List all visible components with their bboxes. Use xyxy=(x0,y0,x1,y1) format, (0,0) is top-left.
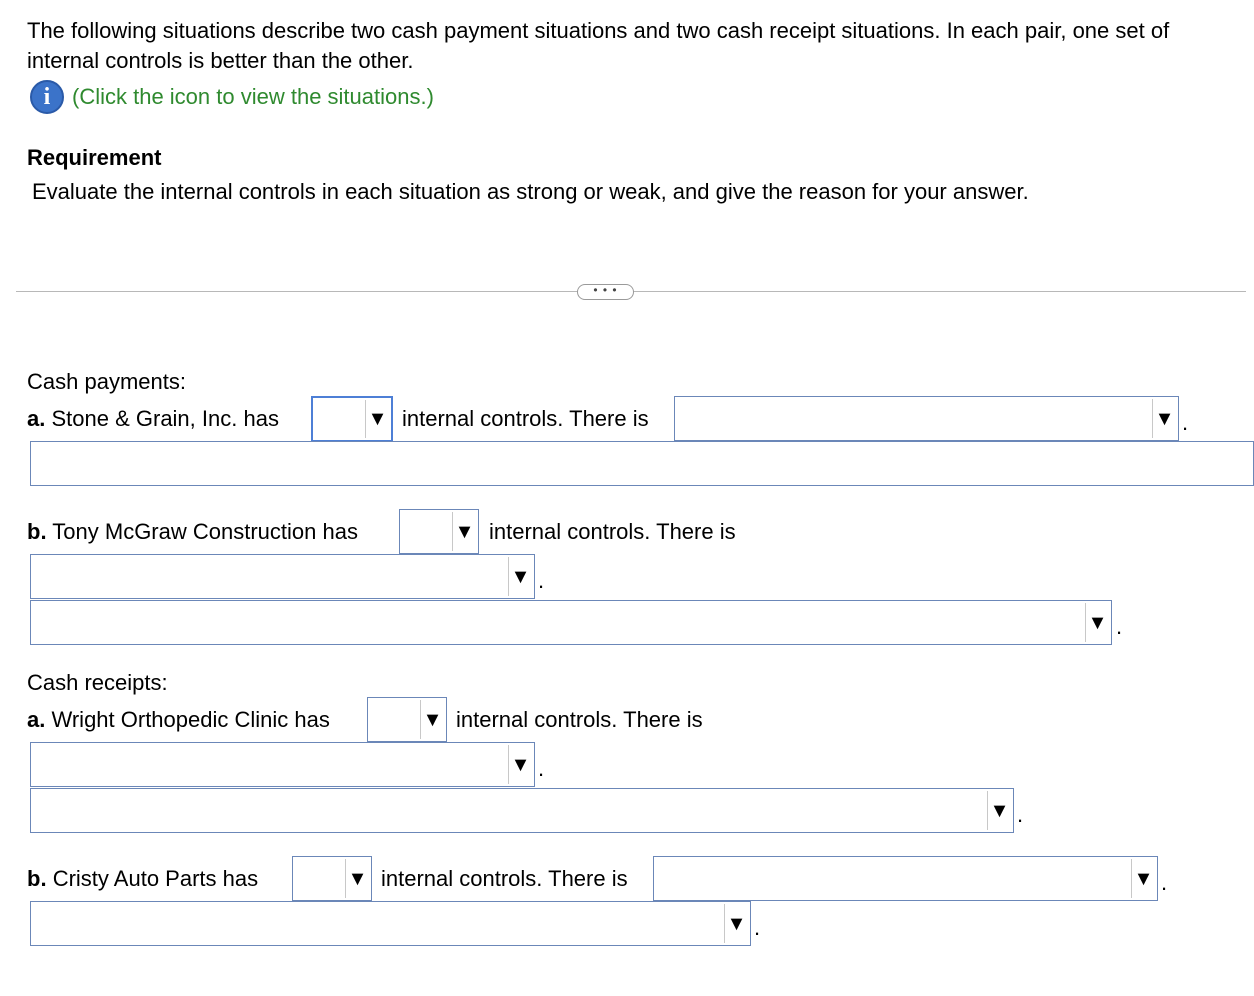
period: . xyxy=(754,915,761,940)
chevron-down-icon: ▼ xyxy=(420,700,444,739)
payments-b-letter: b. xyxy=(27,519,47,544)
requirement-text: Evaluate the internal controls in each situation as strong or weak, and give the reason for your answer. xyxy=(32,179,1029,204)
chevron-down-icon: ▼ xyxy=(1152,399,1176,438)
chevron-down-icon: ▼ xyxy=(1131,859,1155,898)
chevron-down-icon: ▼ xyxy=(724,904,748,943)
receipts-b-letter: b. xyxy=(27,866,47,891)
period: . xyxy=(1161,870,1168,895)
period: . xyxy=(1182,410,1189,435)
receipts-b-explanation-select[interactable] xyxy=(30,901,751,946)
payments-a-label xyxy=(27,406,279,432)
payments-b-text: Tony McGraw Construction has xyxy=(52,519,358,544)
view-situations-link[interactable]: (Click the icon to view the situations.) xyxy=(72,84,434,109)
cash-receipts-heading: Cash receipts: xyxy=(27,670,168,695)
payments-a-reason-select[interactable] xyxy=(674,396,1179,441)
payments-a-strength-select[interactable] xyxy=(311,396,393,442)
receipts-a-after-text: internal controls. There is xyxy=(456,707,703,732)
chevron-down-icon: ▼ xyxy=(1085,603,1109,642)
payments-a-letter: a. xyxy=(27,406,46,431)
receipts-a-letter: a. xyxy=(27,707,46,732)
period: . xyxy=(1017,802,1024,827)
intro-text: The following situations describe two cash payment situations and two cash receipt situations. In each pair, one set of internal controls is better than the other. xyxy=(27,18,1170,73)
chevron-down-icon: ▼ xyxy=(345,859,369,898)
payments-b-explanation-select[interactable] xyxy=(30,600,1112,645)
requirement-title: Requirement xyxy=(27,145,162,170)
chevron-down-icon: ▼ xyxy=(452,512,476,551)
chevron-down-icon: ▼ xyxy=(508,745,532,784)
receipts-b-after-text: internal controls. There is xyxy=(381,866,628,891)
receipts-b-label xyxy=(27,866,258,892)
payments-b-label xyxy=(27,519,358,545)
cash-payments-heading: Cash payments: xyxy=(27,369,186,394)
receipts-a-text: Wright Orthopedic Clinic has xyxy=(51,707,330,732)
info-row[interactable] xyxy=(30,80,434,114)
receipts-b-strength-select[interactable] xyxy=(292,856,372,901)
payments-b-strength-select[interactable] xyxy=(399,509,479,554)
payments-b-reason-select[interactable] xyxy=(30,554,535,599)
receipts-b-text: Cristy Auto Parts has xyxy=(52,866,259,891)
payments-a-text: Stone & Grain, Inc. has xyxy=(51,406,279,431)
chevron-down-icon: ▼ xyxy=(508,557,532,596)
expand-more-button[interactable]: • • • xyxy=(577,284,634,300)
receipts-a-explanation-select[interactable] xyxy=(30,788,1014,833)
period: . xyxy=(1116,614,1123,639)
receipts-b-reason-select[interactable] xyxy=(653,856,1158,901)
chevron-down-icon: ▼ xyxy=(987,791,1011,830)
period: . xyxy=(538,568,545,593)
payments-a-explanation-select[interactable] xyxy=(30,441,1254,486)
receipts-a-strength-select[interactable] xyxy=(367,697,447,742)
receipts-a-label xyxy=(27,707,330,733)
receipts-a-reason-select[interactable] xyxy=(30,742,535,787)
chevron-down-icon: ▼ xyxy=(365,400,389,438)
payments-a-after-text: internal controls. There is xyxy=(402,406,649,431)
info-icon[interactable]: i xyxy=(30,80,64,114)
payments-b-after-text: internal controls. There is xyxy=(489,519,736,544)
period: . xyxy=(538,756,545,781)
